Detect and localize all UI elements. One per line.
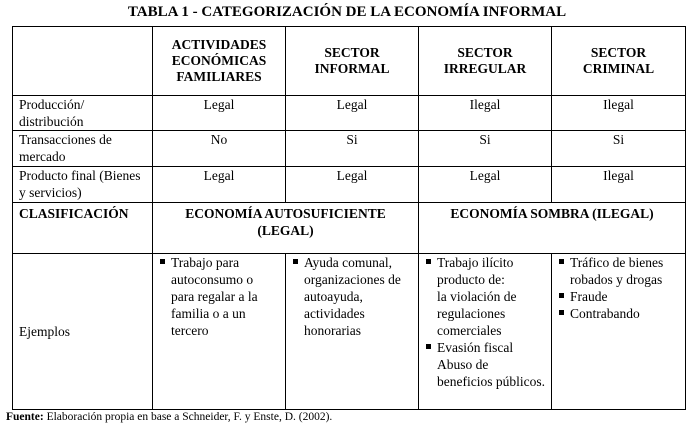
table-row — [13, 167, 686, 203]
table-title: TABLA 1 - CATEGORIZACIÓN DE LA ECONOMÍA INFORMAL — [127, 4, 567, 20]
list-item-continuation: la violación de regulaciones comerciales — [437, 289, 517, 338]
table-cell: Ilegal — [552, 96, 686, 131]
classification-row — [13, 203, 686, 254]
list-item: Trabajo para autoconsumo o para regalar a la familia o a un tercero — [159, 254, 279, 339]
header-criminal: SECTOR CRIMINAL — [552, 27, 686, 96]
classification-legal: ECONOMÍA AUTOSUFICIENTE (LEGAL) — [153, 203, 419, 254]
list-item: Fraude — [558, 288, 679, 305]
list-item: Evasión fiscal — [425, 339, 545, 356]
list-item: Contrabando — [558, 305, 679, 322]
header-irregular: SECTOR IRREGULAR — [419, 27, 552, 96]
header-informal: SECTOR INFORMAL — [286, 27, 419, 96]
table-row — [13, 96, 686, 131]
table-cell: Legal — [286, 96, 419, 131]
header-familiares: ACTIVIDADES ECONÓMICAS FAMILIARES — [153, 27, 286, 96]
examples-informal — [286, 254, 419, 410]
examples-irregular — [419, 254, 552, 410]
table-cell: Legal — [153, 96, 286, 131]
header-row — [13, 27, 686, 96]
list-item-continuation: Abuso de beneficios públicos. — [437, 357, 545, 389]
examples-familiares — [153, 254, 286, 410]
examples-label: Ejemplos — [13, 254, 153, 410]
source-label: Fuente: — [6, 411, 44, 423]
header-empty-cell — [13, 27, 153, 96]
table-cell: Legal — [153, 167, 286, 203]
examples-row — [13, 254, 686, 410]
examples-criminal — [552, 254, 686, 410]
row-label: Transacciones de mercado — [13, 131, 153, 167]
table-cell: Si — [286, 131, 419, 167]
table-row — [13, 131, 686, 167]
table-cell: Si — [419, 131, 552, 167]
row-label: Producción/ distribución — [13, 96, 153, 131]
list-item: Tráfico de bienes robados y drogas — [558, 254, 679, 288]
table-cell: Legal — [286, 167, 419, 203]
classification-illegal: ECONOMÍA SOMBRA (ILEGAL) — [419, 203, 686, 254]
table-cell: Legal — [419, 167, 552, 203]
source-text: Elaboración propia en base a Schneider, F. y Enste, D. (2002). — [43, 411, 333, 423]
list-item: Ayuda comunal, organizaciones de autoayuda, actividades honorarias — [292, 254, 412, 339]
table-cell: Ilegal — [552, 167, 686, 203]
categorization-table — [12, 26, 686, 410]
source-note — [6, 410, 332, 424]
table-cell: Si — [552, 131, 686, 167]
table-cell: No — [153, 131, 286, 167]
row-label: Producto final (Bienes y servicios) — [13, 167, 153, 203]
list-item: Trabajo ilícito producto de: — [425, 254, 545, 288]
classification-label: CLASIFICACIÓN — [13, 203, 153, 254]
table-cell: Ilegal — [419, 96, 552, 131]
